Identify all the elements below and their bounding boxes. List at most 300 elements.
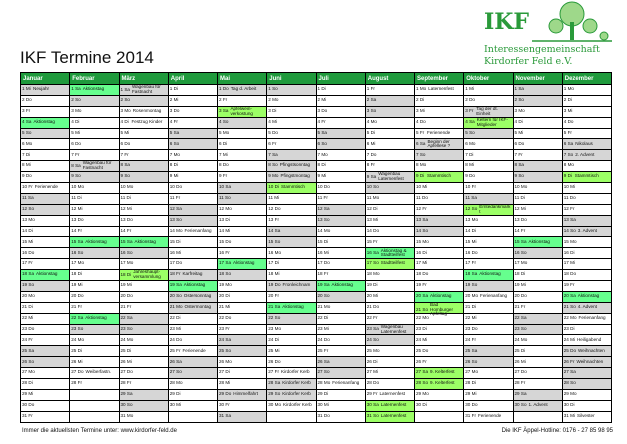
day-label: 18 Do xyxy=(563,271,577,277)
day-cell xyxy=(316,226,365,237)
day-cell-content xyxy=(219,392,265,397)
day-cell xyxy=(119,346,168,357)
day-label: 23 Mi xyxy=(317,325,329,331)
day-cell xyxy=(218,161,267,172)
day-cell xyxy=(218,248,267,259)
day-cell-content xyxy=(318,349,364,354)
day-cell xyxy=(562,106,611,117)
day-label: 21 Mo xyxy=(317,304,331,310)
event-label: Aktionstag xyxy=(183,282,206,288)
day-cell xyxy=(415,324,464,335)
day-cell xyxy=(562,85,611,96)
day-cell xyxy=(70,150,119,161)
day-cell xyxy=(415,128,464,139)
day-label: 29 So xyxy=(268,391,281,397)
day-cell-content xyxy=(515,163,561,168)
day-label: 27 Mi xyxy=(366,369,378,375)
event-label: Aktionstag xyxy=(233,260,255,266)
day-cell xyxy=(168,291,217,302)
day-cell xyxy=(513,400,562,411)
day-cell xyxy=(119,324,168,335)
day-label: 7 So xyxy=(563,151,574,157)
day-cell-content xyxy=(465,153,511,158)
day-cell xyxy=(365,106,414,117)
day-label: 13 So xyxy=(317,216,330,222)
day-cell-content xyxy=(416,349,462,354)
day-cell-content xyxy=(367,229,413,234)
day-label: 23 Do xyxy=(22,325,35,331)
day-cell xyxy=(168,215,217,226)
day-cell xyxy=(21,226,70,237)
day-cell-content xyxy=(121,85,167,95)
day-cell-content xyxy=(219,327,265,332)
day-cell xyxy=(168,139,217,150)
day-label: 8 Do xyxy=(219,162,229,168)
day-cell-content xyxy=(367,240,413,245)
day-cell xyxy=(562,172,611,183)
day-label: 24 Di xyxy=(268,336,279,342)
day-cell-content xyxy=(416,218,462,223)
day-cell-content xyxy=(121,174,167,179)
day-label: 22 Mi xyxy=(465,314,477,320)
day-label: 13 Do xyxy=(120,216,133,222)
day-cell-content xyxy=(465,142,511,147)
day-cell xyxy=(513,106,562,117)
day-cell xyxy=(168,172,217,183)
day-cell-content xyxy=(71,327,117,332)
day-cell-content xyxy=(22,338,68,343)
day-label: 4 Sa xyxy=(22,118,32,124)
day-label: 22 Di xyxy=(169,314,181,320)
day-label: 19 Sa xyxy=(169,282,182,288)
day-cell xyxy=(415,95,464,106)
day-label: 17 Di xyxy=(268,260,279,266)
day-cell-content xyxy=(564,142,610,147)
event-label: Aktionstag xyxy=(577,293,600,299)
day-cell-content xyxy=(515,360,561,365)
day-row xyxy=(21,400,612,411)
day-cell xyxy=(415,139,464,150)
day-cell xyxy=(70,324,119,335)
day-cell xyxy=(218,85,267,96)
day-label: 20 Sa xyxy=(416,293,429,299)
ikf-logo xyxy=(484,0,614,70)
day-cell xyxy=(70,204,119,215)
day-label: 6 Mo xyxy=(465,140,476,146)
day-cell xyxy=(415,161,464,172)
day-cell xyxy=(21,313,70,324)
day-label: 16 So xyxy=(514,249,527,255)
day-label: 24 Do xyxy=(169,336,183,342)
day-cell-content xyxy=(515,174,561,179)
day-label: 1 Fr xyxy=(366,86,375,92)
day-cell xyxy=(415,193,464,204)
day-cell-content xyxy=(416,327,462,332)
day-cell xyxy=(365,204,414,215)
day-label: 17 Mo xyxy=(120,260,134,266)
day-label: 27 Do xyxy=(71,369,84,375)
day-cell-content xyxy=(71,316,117,321)
day-label: 31 Do xyxy=(317,412,330,418)
day-cell xyxy=(365,183,414,194)
day-label: 26 Do xyxy=(268,358,281,364)
day-label: 15 Mo xyxy=(563,238,577,244)
day-cell-content xyxy=(71,370,117,375)
day-cell xyxy=(168,400,217,411)
day-cell xyxy=(218,237,267,248)
day-cell-content xyxy=(318,109,364,114)
day-cell-content xyxy=(71,360,117,365)
day-cell xyxy=(267,183,316,194)
day-cell-content xyxy=(367,305,413,310)
day-cell-content xyxy=(71,98,117,103)
day-cell-content xyxy=(219,131,265,136)
day-label: 4 So xyxy=(219,118,229,124)
day-cell-content xyxy=(268,251,314,256)
day-cell-content xyxy=(465,240,511,245)
day-cell-content xyxy=(22,360,68,365)
day-label: 10 Mi xyxy=(416,184,428,190)
day-cell xyxy=(562,357,611,368)
day-cell xyxy=(316,291,365,302)
day-cell xyxy=(316,346,365,357)
day-label: 23 Fr xyxy=(219,325,230,331)
day-cell xyxy=(513,313,562,324)
day-cell-content xyxy=(564,153,610,158)
day-cell xyxy=(119,335,168,346)
event-label: 3. Advent xyxy=(577,227,597,233)
day-cell-content xyxy=(121,294,167,299)
day-cell-content xyxy=(465,251,511,256)
day-label: 23 Di xyxy=(416,325,427,331)
day-cell-content xyxy=(318,370,364,375)
event-label: Aktionstag xyxy=(33,118,55,124)
day-label: 12 Mi xyxy=(71,206,83,212)
day-label: 17 Mo xyxy=(514,260,528,266)
day-cell xyxy=(21,324,70,335)
day-cell xyxy=(218,226,267,237)
day-cell xyxy=(267,204,316,215)
day-cell-content xyxy=(416,261,462,266)
day-label: 9 Do xyxy=(465,173,475,179)
day-cell-content xyxy=(71,283,117,288)
day-cell-content xyxy=(170,196,216,201)
day-label: 2 Di xyxy=(416,97,425,103)
day-label: 22 Mo xyxy=(416,314,429,320)
day-cell xyxy=(267,346,316,357)
day-label: 10 Sa xyxy=(219,184,232,190)
day-label: 8 Di xyxy=(317,162,326,168)
day-cell-content xyxy=(318,218,364,223)
day-label: 26 So xyxy=(22,358,35,364)
day-cell xyxy=(70,270,119,281)
day-cell-content xyxy=(367,272,413,277)
day-label: 23 Sa xyxy=(366,326,379,332)
day-cell xyxy=(562,313,611,324)
day-label: 5 Sa xyxy=(169,129,180,135)
day-cell-content xyxy=(367,142,413,147)
day-label: 22 Mo xyxy=(563,314,577,320)
event-label: Kirdorfer Kerb xyxy=(283,402,312,408)
day-cell-content xyxy=(367,338,413,343)
day-cell xyxy=(218,128,267,139)
day-label: 19 Mi xyxy=(120,282,132,288)
day-cell xyxy=(562,161,611,172)
day-cell xyxy=(218,139,267,150)
day-cell-content xyxy=(121,305,167,310)
day-cell-content xyxy=(121,316,167,321)
day-cell-content xyxy=(416,109,462,114)
event-label: Kirdorfer Kerb xyxy=(282,391,311,397)
day-cell xyxy=(218,411,267,422)
day-label: 3 Mi xyxy=(563,108,573,114)
event-label: 1. Advent xyxy=(528,402,548,408)
day-cell-content xyxy=(318,381,364,386)
day-cell xyxy=(365,128,414,139)
day-cell xyxy=(218,357,267,368)
day-cell xyxy=(119,139,168,150)
day-label: 4 Do xyxy=(563,118,574,124)
day-label: 30 Mi xyxy=(317,402,329,408)
day-cell-content xyxy=(515,283,561,288)
day-cell-content xyxy=(121,261,167,266)
day-cell-content xyxy=(170,283,216,288)
day-cell-content xyxy=(465,185,511,190)
day-cell xyxy=(21,379,70,390)
day-cell xyxy=(365,324,414,335)
day-cell xyxy=(168,335,217,346)
day-cell-content xyxy=(219,163,265,168)
day-cell xyxy=(513,95,562,106)
day-cell-content xyxy=(121,283,167,288)
day-cell-content xyxy=(22,414,68,419)
day-cell-content xyxy=(22,349,68,354)
day-cell xyxy=(513,161,562,172)
day-cell xyxy=(562,302,611,313)
day-cell-content xyxy=(515,153,561,158)
day-label: 14 Mo xyxy=(317,227,331,233)
day-label: 30 Di xyxy=(563,402,575,408)
day-label: 7 Fr xyxy=(514,151,523,157)
day-cell xyxy=(70,183,119,194)
day-cell-content xyxy=(121,109,167,114)
event-label: Rosenmontag xyxy=(132,108,162,114)
day-cell xyxy=(464,302,513,313)
day-cell-content xyxy=(268,240,314,245)
day-label: 11 Sa xyxy=(465,195,477,201)
day-cell-content xyxy=(71,251,117,256)
day-label: 9 Mi xyxy=(317,173,327,179)
day-cell-content xyxy=(318,142,364,147)
day-cell xyxy=(464,183,513,194)
day-cell xyxy=(365,281,414,292)
day-label: 11 Mo xyxy=(366,195,380,201)
day-label: 17 Fr xyxy=(22,260,33,266)
day-label: 28 Mi xyxy=(219,380,231,386)
day-cell-content xyxy=(268,174,314,179)
day-label: 4 Fr xyxy=(169,118,178,124)
day-cell xyxy=(316,411,365,422)
day-cell-content xyxy=(71,120,117,125)
day-cell-content xyxy=(170,381,216,386)
day-cell-content xyxy=(564,229,610,234)
day-label: 18 Di xyxy=(71,271,82,277)
day-cell xyxy=(119,302,168,313)
day-label: 16 So xyxy=(71,249,84,255)
day-cell-content xyxy=(318,163,364,168)
day-label: 24 Fr xyxy=(22,336,33,342)
day-cell xyxy=(168,161,217,172)
day-cell-content xyxy=(22,153,68,158)
day-label: 19 Do xyxy=(268,282,281,288)
day-cell-content xyxy=(121,370,167,375)
day-label: 20 Sa xyxy=(563,293,576,299)
day-label: 3 Fr xyxy=(465,108,474,114)
day-label: 1 Sa xyxy=(120,86,130,92)
day-row xyxy=(21,117,612,128)
day-label: 11 Di xyxy=(120,195,131,201)
day-cell-content xyxy=(268,283,314,288)
day-cell-content xyxy=(219,305,265,310)
day-cell-content xyxy=(219,98,265,103)
day-cell-content xyxy=(121,153,167,158)
event-label: Ferienende xyxy=(427,129,451,135)
day-label: 19 Mi xyxy=(71,282,83,288)
day-cell-content xyxy=(515,142,561,147)
day-cell-content xyxy=(515,131,561,136)
day-cell-content xyxy=(367,392,413,397)
day-cell-content xyxy=(268,218,314,223)
day-cell-content xyxy=(564,185,610,190)
day-label: 5 Mi xyxy=(71,129,80,135)
day-label: 31 Fr xyxy=(22,412,33,418)
day-cell-content xyxy=(121,270,167,280)
day-cell-content xyxy=(564,87,610,92)
day-cell xyxy=(70,226,119,237)
day-cell xyxy=(218,379,267,390)
day-cell-content xyxy=(22,283,68,288)
day-label: 7 Fr xyxy=(120,151,129,157)
day-label: 1 Mo xyxy=(416,86,427,92)
day-cell xyxy=(513,150,562,161)
day-cell-content xyxy=(268,403,314,408)
day-cell-content xyxy=(121,163,167,168)
day-cell xyxy=(168,106,217,117)
day-label: 22 Do xyxy=(219,314,232,320)
day-cell-content xyxy=(22,251,68,256)
day-cell-content xyxy=(465,205,511,215)
day-label: 16 So xyxy=(120,249,133,255)
day-label: 24 Mo xyxy=(71,336,85,342)
day-label: 24 Sa xyxy=(219,336,232,342)
empty-cell xyxy=(168,411,217,422)
day-label: 8 Di xyxy=(169,162,178,168)
day-cell-content xyxy=(564,327,610,332)
day-row xyxy=(21,357,612,368)
day-cell-content xyxy=(564,349,610,354)
day-cell xyxy=(513,302,562,313)
day-cell-content xyxy=(71,294,117,299)
day-cell xyxy=(562,248,611,259)
day-cell xyxy=(267,281,316,292)
day-cell-content xyxy=(367,414,413,419)
day-cell-content xyxy=(515,338,561,343)
day-label: 10 Di xyxy=(268,184,279,190)
day-cell xyxy=(119,313,168,324)
day-cell-content xyxy=(219,283,265,288)
day-row xyxy=(21,259,612,270)
day-cell-content xyxy=(121,98,167,103)
day-label: 14 So xyxy=(416,227,429,233)
day-label: 1 So xyxy=(268,86,278,92)
day-row xyxy=(21,389,612,400)
event-label: Stammtisch xyxy=(574,173,599,179)
day-cell-content xyxy=(564,272,610,277)
day-cell xyxy=(415,368,464,379)
day-cell-content xyxy=(121,218,167,223)
day-label: 9 Do xyxy=(22,173,32,179)
day-cell-content xyxy=(268,207,314,212)
day-label: 26 Fr xyxy=(416,358,427,364)
day-cell-content xyxy=(268,98,314,103)
event-label: Neujahr xyxy=(33,86,50,92)
day-label: 17 Sa xyxy=(219,260,232,266)
day-label: 12 Fr xyxy=(416,206,427,212)
day-cell-content xyxy=(219,142,265,147)
day-cell-content xyxy=(318,240,364,245)
day-cell-content xyxy=(71,240,117,245)
day-cell-content xyxy=(268,261,314,266)
day-cell-content xyxy=(564,403,610,408)
event-label: Beginn der Apfellese ? xyxy=(427,138,451,149)
day-cell-content xyxy=(515,381,561,386)
event-label: 9. Kelterfest xyxy=(430,369,455,375)
day-label: 6 Do xyxy=(120,140,131,146)
day-cell-content xyxy=(170,218,216,223)
day-cell-content xyxy=(367,360,413,365)
day-label: 20 So xyxy=(169,293,182,299)
day-cell xyxy=(267,226,316,237)
day-label: 20 Do xyxy=(120,293,133,299)
day-label: 19 Fr xyxy=(563,282,575,288)
day-cell xyxy=(168,302,217,313)
day-cell xyxy=(267,302,316,313)
day-cell xyxy=(70,193,119,204)
day-label: 20 Do xyxy=(514,293,527,299)
day-label: 28 Di xyxy=(22,380,33,386)
day-cell-content xyxy=(465,174,511,179)
day-cell xyxy=(316,389,365,400)
day-cell xyxy=(365,400,414,411)
day-cell xyxy=(21,193,70,204)
day-cell xyxy=(119,128,168,139)
day-label: 15 Mi xyxy=(22,238,34,244)
day-row xyxy=(21,183,612,194)
day-cell xyxy=(513,259,562,270)
day-cell-content xyxy=(416,87,462,92)
day-label: 4 Di xyxy=(514,118,523,124)
day-cell-content xyxy=(268,109,314,114)
day-label: 14 Mo xyxy=(169,227,183,233)
day-cell-content xyxy=(22,403,68,408)
day-label: 12 Do xyxy=(268,206,281,212)
day-cell-content xyxy=(367,109,413,114)
day-cell-content xyxy=(318,120,364,125)
day-cell-content xyxy=(71,185,117,190)
day-cell-content xyxy=(416,131,462,136)
day-cell-content xyxy=(465,98,511,103)
day-cell-content xyxy=(22,392,68,397)
